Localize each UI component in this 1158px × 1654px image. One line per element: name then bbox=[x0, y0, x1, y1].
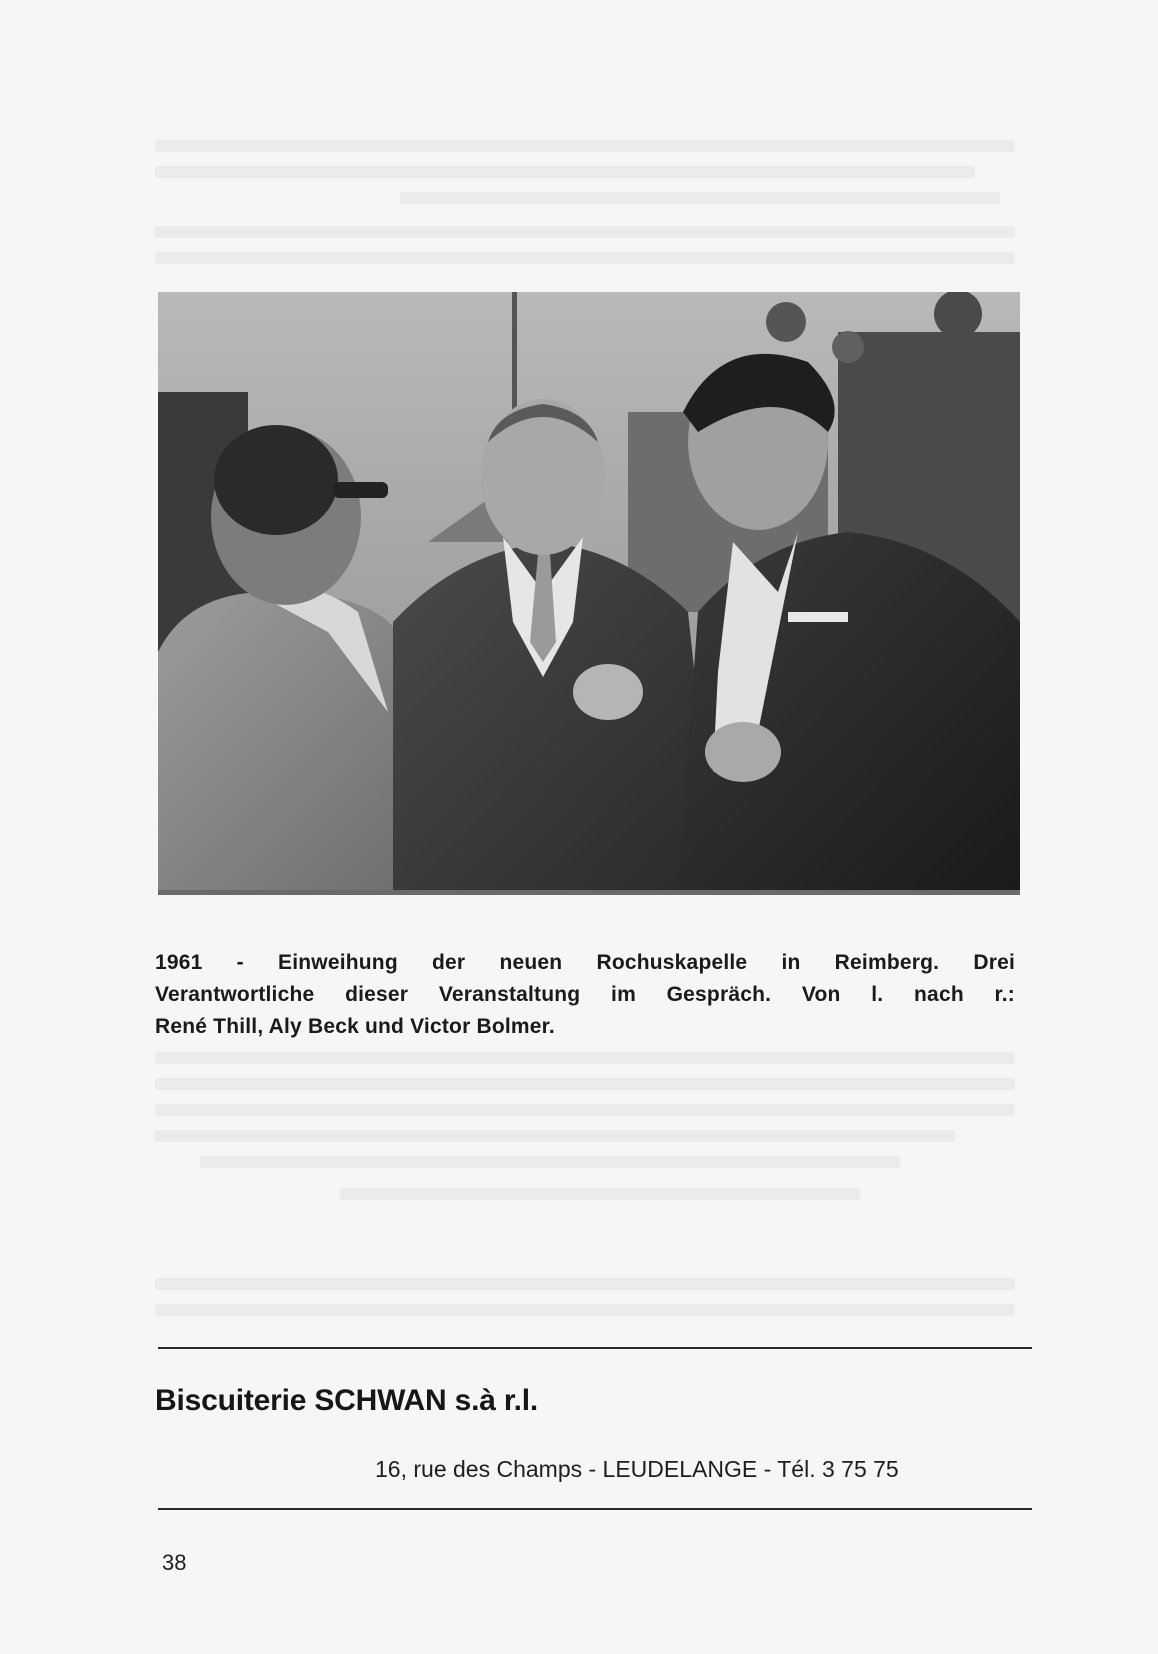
bleed-through-line bbox=[155, 252, 1015, 264]
bleed-through-line bbox=[155, 140, 1015, 152]
page-number: 38 bbox=[162, 1550, 187, 1575]
bleed-through-line bbox=[155, 166, 975, 178]
bleed-through-line bbox=[155, 1104, 1015, 1116]
caption-line: René Thill, Aly Beck und Victor Bolmer. bbox=[155, 1015, 555, 1038]
advertiser-name: Biscuiterie SCHWAN s.à r.l. bbox=[155, 1384, 539, 1417]
bleed-through-line bbox=[155, 1052, 1015, 1064]
bleed-through-line bbox=[155, 1304, 1015, 1316]
bleed-through-line bbox=[200, 1156, 900, 1168]
photograph-three-men bbox=[158, 292, 1020, 895]
bleed-through-line bbox=[155, 1130, 955, 1142]
bleed-through-line bbox=[400, 192, 1000, 204]
bleed-through-line bbox=[340, 1188, 860, 1200]
bleed-through-line bbox=[155, 1078, 1015, 1090]
top-divider bbox=[158, 1347, 1032, 1349]
photo-caption bbox=[155, 947, 1015, 1043]
advertiser-address: 16, rue des Champs - LEUDELANGE - Tél. 3 75 75 bbox=[375, 1456, 899, 1482]
caption-line: Verantwortliche dieser Veranstaltung im Gespräch. Von l. nach r.: bbox=[155, 983, 1015, 1006]
bleed-through-line bbox=[155, 1278, 1015, 1290]
caption-line: 1961 - Einweihung der neuen Rochuskapelle in Reimberg. Drei bbox=[155, 951, 1015, 974]
bleed-through-line bbox=[155, 226, 1015, 238]
bottom-divider bbox=[158, 1508, 1032, 1510]
